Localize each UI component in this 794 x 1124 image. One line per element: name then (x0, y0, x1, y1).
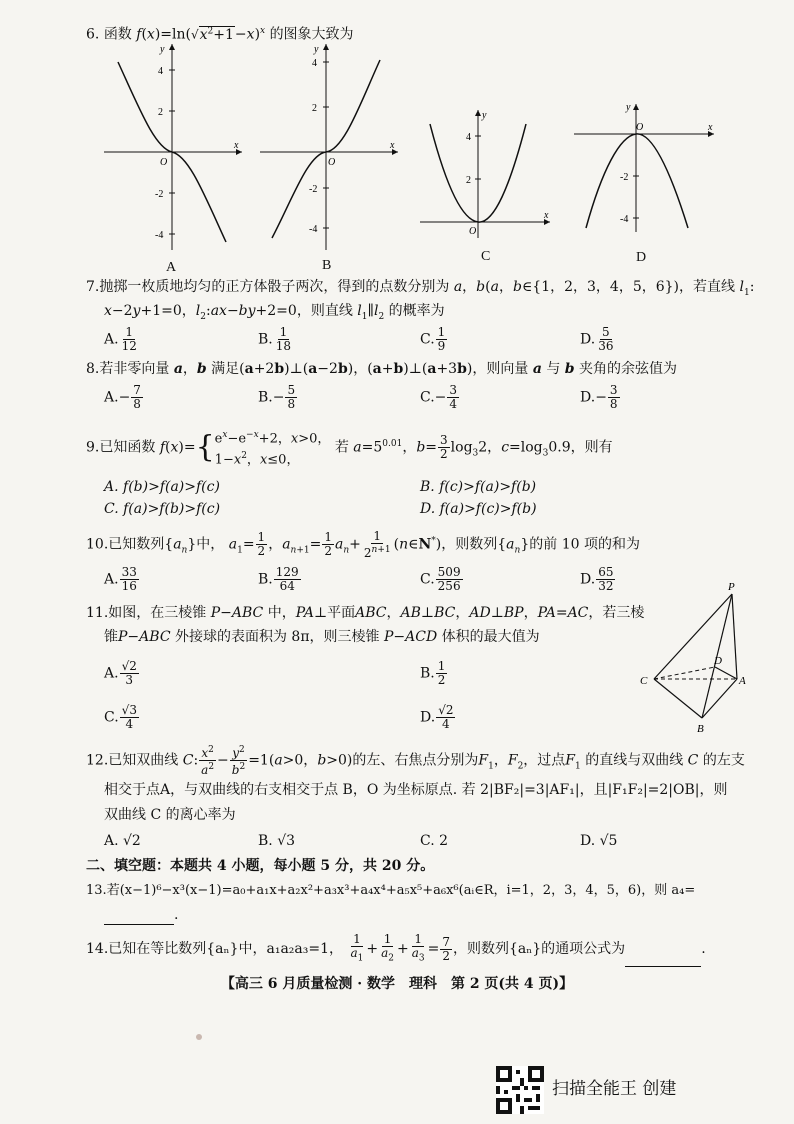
q6-label-c: C (481, 249, 491, 264)
q9-stem: 9.已知函数 f(x)={ $e^x-e^{-x}+2$，x>0， $1-x^2$，x≤0， 若 $a=5^{0.01}$，b= $\frac{3}{2}$ $\log_32$，$c=\log_30.9$，则有 (86, 429, 613, 467)
svg-text:-2: -2 (309, 184, 318, 195)
q11-option-c[interactable]: C. $\frac{√3}{4}$ (104, 703, 137, 731)
q7-option-b[interactable]: B. $\frac{1}{18}$ (258, 325, 292, 353)
svg-text:O: O (328, 157, 336, 168)
svg-text:2: 2 (312, 103, 317, 114)
q6-label-d: D (636, 250, 647, 265)
q11-point-p: P (728, 581, 735, 593)
q6-label-b: B (322, 258, 332, 273)
svg-text:-2: -2 (155, 189, 164, 200)
q8-option-d[interactable]: D.− $\frac{3}{8}$ (580, 383, 618, 411)
scanner-watermark: 扫描全能王 创建 (552, 1079, 677, 1099)
svg-text:2: 2 (466, 175, 471, 186)
q7-option-c[interactable]: C. $\frac{1}{9}$ (420, 325, 446, 353)
q14-answer-line[interactable] (625, 932, 701, 967)
svg-text:y: y (626, 102, 631, 113)
svg-text:y: y (482, 110, 487, 121)
q11-option-a[interactable]: A. $\frac{√2}{3}$ (104, 659, 137, 687)
q9-option-b[interactable]: B. f(c)>f(a)>f(b) (420, 479, 537, 495)
svg-text:-4: -4 (155, 230, 164, 241)
q8-option-a[interactable]: A.− $\frac{7}{8}$ (104, 383, 141, 411)
q11-line1: 11.如图，在三棱锥 P−ABC 中，PA⊥平面ABC，AB⊥BC，AD⊥BP，PA=AC，若三棱 (86, 605, 645, 621)
svg-text:4: 4 (158, 66, 163, 77)
svg-text:x: x (234, 140, 239, 151)
q9-option-c[interactable]: C. f(a)>f(b)>f(c) (104, 501, 221, 517)
q12-option-a[interactable]: A. √2 (104, 833, 141, 849)
q10-option-b[interactable]: B. $\frac{129}{64}$ (258, 565, 299, 593)
svg-text:y: y (160, 44, 165, 55)
q8-option-b[interactable]: B.− $\frac{5}{8}$ (258, 383, 296, 411)
svg-text:4: 4 (466, 132, 471, 143)
q10-stem: 10.已知数列$\{a_n\}$中， $a_1=$ $\frac{1}{2}$ ，$a_{n+1}=$ $\frac{1}{2}$ $a_n+$ $\frac{1}{2^{n+1}}$ (n∈N*)，则数列$\{a_n\}$的前 10 项的和为 (86, 528, 640, 560)
q14-stem: 14.已知在等比数列{aₙ}中，a₁a₂a₃=1， $\frac{1}{a_1}$ + $\frac{1}{a_2}$ + $\frac{1}{a_3}$ = $\frac{7}{2}$ ，则数列{aₙ}的通项公式为 . (86, 932, 706, 967)
q12-option-d[interactable]: D. √5 (580, 833, 618, 849)
q11-pyramid-figure (636, 580, 752, 736)
svg-text:x: x (390, 140, 395, 151)
svg-text:O: O (469, 226, 477, 237)
section-heading-fill-blank: 二、填空题：本题共 4 小题，每小题 5 分，共 20 分。 (86, 858, 435, 874)
svg-text:x: x (708, 122, 713, 133)
svg-text:4: 4 (312, 58, 317, 69)
q6-graph-a (100, 40, 250, 255)
svg-text:-2: -2 (620, 172, 629, 183)
svg-text:2: 2 (158, 107, 163, 118)
q13-stem: 13.若(x−1)⁶−x³(x−1)=a₀+a₁x+a₂x²+a₃x³+a₄x⁴+a₅x⁵+a₆x⁶(aᵢ∈R，i=1，2，3，4，5，6)，则 a₄= (86, 883, 696, 898)
q11-option-d[interactable]: D. $\frac{√2}{4}$ (420, 703, 454, 731)
q9-option-d[interactable]: D. f(a)>f(c)>f(b) (420, 501, 537, 517)
q11-point-b: B (697, 723, 704, 735)
paper-smudge (196, 1034, 202, 1040)
svg-text:O: O (636, 122, 644, 133)
q10-option-a[interactable]: A. $\frac{33}{16}$ (104, 565, 137, 593)
svg-text:-4: -4 (309, 224, 318, 235)
svg-text:-4: -4 (620, 214, 629, 225)
q9-option-a[interactable]: A. f(b)>f(a)>f(c) (104, 479, 220, 495)
q6-stem: 6. 函数 $f(x)=\ln(√x^2+1-x)^x$ 的图象大致为 (86, 26, 354, 43)
q12-line3: 双曲线 C 的离心率为 (104, 807, 236, 823)
qr-code-icon (496, 1066, 544, 1114)
page-footer: 【高三 6 月质量检测 · 数学 理科 第 2 页(共 4 页)】 (220, 976, 574, 992)
q12-option-c[interactable]: C. 2 (420, 833, 449, 849)
q12-option-b[interactable]: B. √3 (258, 833, 296, 849)
q11-point-c: C (640, 675, 648, 687)
q6-graph-d (570, 100, 720, 240)
q10-option-c[interactable]: C. $\frac{509}{256}$ (420, 565, 461, 593)
svg-text:O: O (160, 157, 168, 168)
q7-line2: x−2y+1=0，$l_2:ax-by+2=0$，则直线 $l_1\parallel l_2$ 的概率为 (104, 303, 445, 322)
q11-option-b[interactable]: B. $\frac{1}{2}$ (420, 659, 446, 687)
q6-graph-c (416, 106, 556, 246)
q11-point-d: D (714, 655, 722, 667)
q13-answer-line[interactable]: . (104, 906, 178, 925)
q6-graph-b (256, 40, 406, 255)
q7-option-d[interactable]: D. $\frac{5}{36}$ (580, 325, 614, 353)
svg-text:x: x (544, 210, 549, 221)
q6-label-a: A (166, 260, 177, 275)
q10-option-d[interactable]: D. $\frac{65}{32}$ (580, 565, 614, 593)
q8-option-c[interactable]: C.− $\frac{3}{4}$ (420, 383, 458, 411)
q11-line2: 锥P−ABC 外接球的表面积为 8π，则三棱锥 P−ACD 体积的最大值为 (104, 629, 540, 645)
q12-line2: 相交于点A，与双曲线的右支相交于点 B，O 为坐标原点. 若 2|BF₂|=3|AF₁|，且|F₁F₂|=2|OB|，则 (104, 782, 728, 798)
q12-line1: 12.已知双曲线 C: $\frac{x^2}{a^2}$ − $\frac{y^2}{b^2}$ =1(a>0，b>0)的左、右焦点分别为$F_1$，$F_2$，过点$F_1$ 的直线与双曲线 C 的左支 (86, 745, 745, 777)
q7-line1: 7.抛掷一枚质地均匀的正方体骰子两次，得到的点数分别为 a，b(a，b∈{1，2，3，4，5，6})，若直线 $l_1$: (86, 279, 755, 298)
q11-point-a: A (739, 675, 746, 687)
q7-option-a[interactable]: A. $\frac{1}{12}$ (104, 325, 137, 353)
q8-stem: 8.若非零向量 a，b 满足(a+2b)⊥(a−2b)，(a+b)⊥(a+3b)，则向量 a 与 b 夹角的余弦值为 (86, 361, 678, 377)
svg-text:y: y (314, 44, 319, 55)
